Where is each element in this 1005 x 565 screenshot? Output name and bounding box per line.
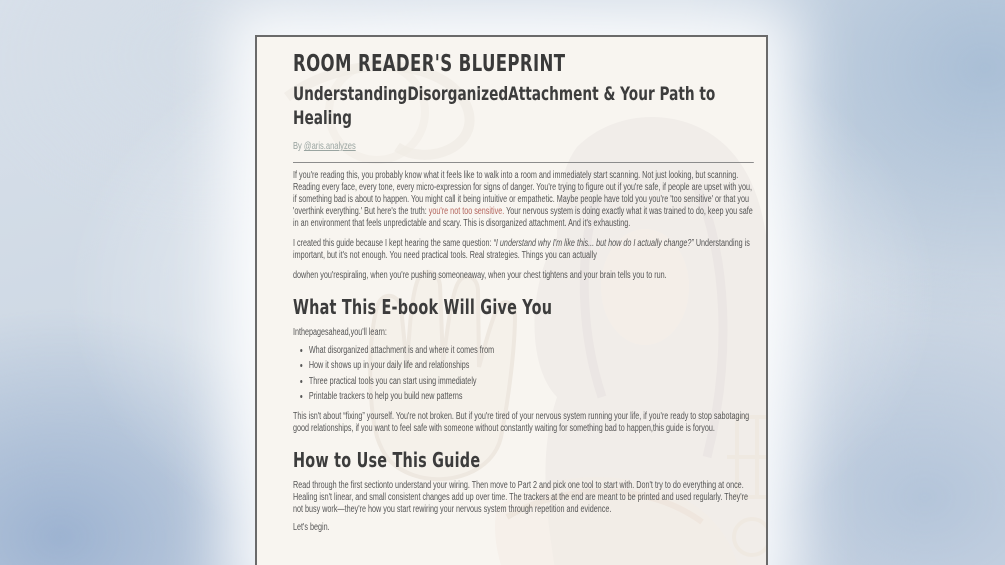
learn-bullet-item: • Three practical tools you can start using immediately — [309, 376, 754, 388]
title-divider — [293, 162, 754, 163]
how-section-heading: How to Use This Guide — [293, 448, 481, 473]
byline — [293, 140, 754, 152]
byline-prefix: By — [293, 139, 304, 152]
learn-bullet-item: • How it shows up in your daily life and relationships — [309, 360, 754, 372]
what-closing-paragraph: This isn't about “fixing” yourself. You're not broken. But if you're tired of your nervous system running your life, if you're ready to stop sabotaging good relationships, if you want to feel safe with someone without constantly waiting for something bad to happen,this guide is foryou. — [293, 411, 750, 435]
intro-paragraph-1 — [293, 170, 754, 230]
intro-paragraph-2-tail: Understanding is important, but it's not enough. You need practical tools. Real strategies. Things you can actually — [293, 237, 750, 261]
intro-paragraph-1-tail: Your nervous system is doing exactly what it was trained to do, keep you safe in an environment that feels unpredictable and scary. This is disorganized attachment. And it's exhausting. — [293, 205, 753, 229]
lets-begin-text: Let's begin. — [293, 522, 330, 534]
learn-bullet-item: • Printable trackers to help you build new patterns — [309, 391, 754, 403]
how-body-paragraph: Read through the first sectionto understand your wiring. Then move to Part 2 and pick one tool to start with. Don't try to do everything at once. Healing isn't linear, and small consistent changes add up over time. The trackers at the end are meant to be printed and used regularly. They're not busy work—they're how you start rewiring your nervous system through repetition and evidence. — [293, 480, 749, 516]
intro-paragraph-2-text: I created this guide because I kept hearing the same question: — [293, 237, 494, 249]
intro-paragraph-2 — [293, 238, 754, 262]
page-subtitle: UnderstandingDisorganizedAttachment & Your Path to Healing — [293, 82, 716, 130]
page-content — [257, 37, 766, 534]
what-section-heading: What This E-book Will Give You — [293, 294, 553, 319]
intro-paragraph-1-text: If you're reading this, you probably know what it feels like to walk into a room and immediately start scanning. Not just looking, but scanning. Reading every face, every tone, every micro-expression for signs of danger. You're trying to figure out if you're safe, if people are upset with you, if something bad is about to happen. You might call it being intuitive or empathetic. Maybe people have told you you're 'too sensitive' or that you 'overthink everything.' But here's the truth: — [293, 169, 752, 217]
learn-lead-text: Inthepagesahead,you'll learn: — [293, 326, 387, 338]
accent-highlight-text: you're not too sensitive. — [428, 205, 505, 217]
byline-link[interactable]: @aris.analyzes — [303, 139, 356, 152]
document-page — [255, 35, 768, 565]
learn-bullet-item: • What disorganized attachment is and where it comes from — [309, 345, 754, 357]
quoted-question-text: “I understand why I'm like this... but how do I actually change?” — [493, 237, 694, 249]
learn-bullet-list — [293, 345, 754, 404]
page-title: ROOM READER'S BLUEPRINT — [293, 51, 566, 77]
intro-paragraph-3: dowhen you'respiraling, when you're pushing someoneaway, when your chest tightens and your brain tells you to run. — [293, 269, 667, 281]
